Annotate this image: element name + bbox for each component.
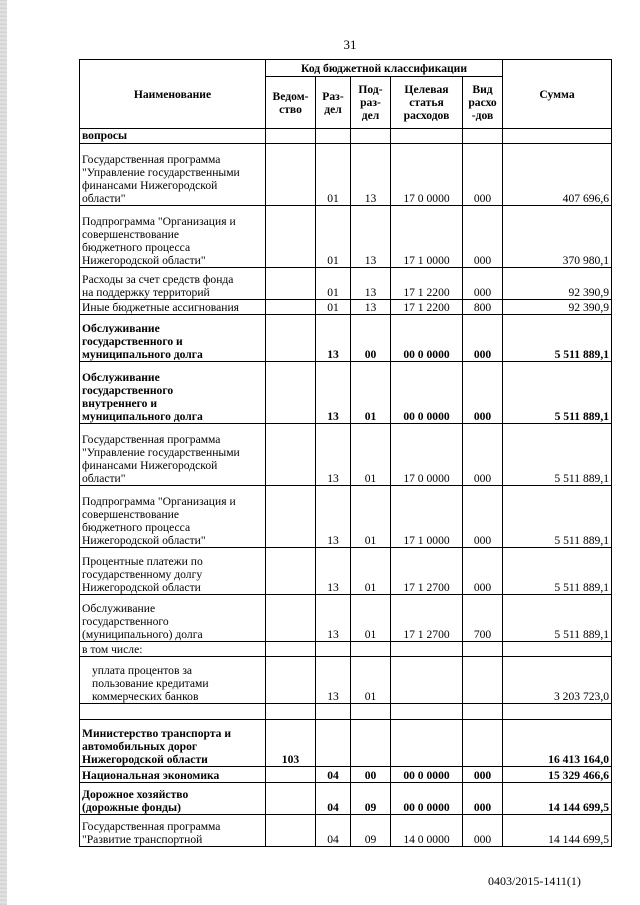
cell-section [316,720,351,767]
cell-target-item: 17 1 2200 [391,300,463,315]
cell-name [80,206,266,268]
cell-department [266,595,316,642]
cell-name-line: государственному долгу [82,568,203,581]
cell-subsection: 13 [351,206,391,268]
cell-name [80,300,266,315]
cell-target-item: 17 1 2700 [391,595,463,642]
cell-department [266,486,316,548]
header-code-group: Код бюджетной классификации [266,60,503,77]
cell-section: 04 [316,767,351,783]
cell-name-line: области" [82,472,126,485]
header-line: дел [361,109,380,122]
header-line: дел [324,102,342,116]
cell-name-line: внутреннего и [82,397,158,410]
cell-name-line: Дорожное хозяйство [82,788,189,801]
header-line: Целевая [404,83,449,96]
cell-target-item [391,720,463,767]
cell-expense-type: 000 [463,767,503,783]
cell-name-line: пользование кредитами [92,677,209,690]
table-row [80,783,612,815]
cell-expense-type [463,720,503,767]
cell-sum [503,642,612,657]
cell-section: 13 [316,486,351,548]
cell-name [80,424,266,486]
cell-name-line: (муниципального) долга [82,628,203,641]
cell-section: 01 [316,300,351,315]
cell-name-line: "Развитие транспортной [82,833,203,846]
table-row [80,767,612,783]
cell-name-line: области" [82,192,126,205]
cell-section: 01 [316,206,351,268]
cell-section: 13 [316,315,351,362]
cell-name [80,129,266,144]
header-line: статья [409,96,444,109]
cell-name-line: на поддержку территорий [82,286,210,299]
cell-name-line: муниципального долга [82,410,203,423]
cell-subsection [351,642,391,657]
cell-name [80,268,266,300]
cell-sum: 5 511 889,1 [503,486,612,548]
cell-target-item: 00 0 0000 [391,362,463,424]
header-expense-type [463,77,503,129]
cell-target-item: 14 0 0000 [391,815,463,847]
cell-name-line: Государственная программа [82,433,221,446]
cell-name-line: Государственная программа [82,820,221,833]
cell-sum: 16 413 164,0 [503,720,612,767]
header-target-item [391,77,463,129]
cell-department: 103 [266,720,316,767]
cell-expense-type: 000 [463,815,503,847]
cell-subsection: 01 [351,424,391,486]
cell-subsection [351,129,391,144]
cell-expense-type: 000 [463,486,503,548]
cell-name [80,704,266,720]
cell-name-line: совершенствование [82,228,179,241]
cell-expense-type: 000 [463,144,503,206]
cell-name-line: Подпрограмма "Организация и [82,495,236,508]
cell-sum: 5 511 889,1 [503,595,612,642]
header-line: Ведом- [272,89,309,103]
cell-sum: 5 511 889,1 [503,424,612,486]
cell-sum [503,704,612,720]
table-row [80,129,612,144]
table-row [80,657,612,704]
cell-target-item: 00 0 0000 [391,783,463,815]
cell-target-item: 00 0 0000 [391,315,463,362]
cell-expense-type: 000 [463,268,503,300]
cell-department [266,657,316,704]
cell-name-line: коммерческих банков [92,690,199,703]
cell-department [266,642,316,657]
cell-subsection: 09 [351,783,391,815]
cell-department [266,129,316,144]
header-line: ство [279,102,302,116]
cell-expense-type [463,704,503,720]
table-row [80,642,612,657]
cell-section: 13 [316,424,351,486]
table-row [80,362,612,424]
table-row [80,424,612,486]
cell-name-line: Расходы за счет средств фонда [82,273,234,286]
cell-name-line: Нижегородской области" [82,534,206,547]
table-row [80,720,612,767]
cell-subsection: 00 [351,315,391,362]
cell-name-line: бюджетного процесса [82,521,191,534]
cell-sum: 5 511 889,1 [503,315,612,362]
cell-subsection [351,704,391,720]
cell-target-item: 17 0 0000 [391,424,463,486]
cell-name-line: Обслуживание [82,602,156,615]
cell-name-line: Нижегородской области" [82,254,206,267]
table-row [80,144,612,206]
cell-name-line: в том числе: [82,643,143,656]
cell-section: 01 [316,144,351,206]
cell-department [266,783,316,815]
cell-name-line: "Управление государственными [82,166,240,179]
cell-expense-type: 700 [463,595,503,642]
cell-subsection: 13 [351,144,391,206]
cell-department [266,315,316,362]
cell-subsection: 13 [351,300,391,315]
table-row [80,315,612,362]
cell-name-line [82,706,263,719]
header-line: Под- [358,83,383,96]
cell-sum: 14 144 699,5 [503,815,612,847]
cell-department [266,144,316,206]
cell-expense-type: 000 [463,362,503,424]
cell-sum: 15 329 466,6 [503,767,612,783]
cell-sum: 92 390,9 [503,300,612,315]
cell-name-line: уплата процентов за [92,664,193,677]
header-line: -дов [471,109,494,122]
footer-document-code: 0403/2015-1411(1) [488,874,581,888]
cell-sum: 5 511 889,1 [503,548,612,595]
cell-subsection: 00 [351,767,391,783]
table-row [80,206,612,268]
cell-name [80,548,266,595]
cell-sum: 407 696,6 [503,144,612,206]
cell-department [266,300,316,315]
cell-department [266,815,316,847]
cell-target-item [391,642,463,657]
header-subsection [351,77,391,129]
cell-name-line: финансами Нижегородской [82,459,218,472]
cell-target-item: 17 1 0000 [391,486,463,548]
cell-department [266,206,316,268]
cell-target-item: 17 1 2200 [391,268,463,300]
table-row [80,548,612,595]
cell-name-line: финансами Нижегородской [82,179,218,192]
cell-section [316,129,351,144]
cell-target-item [391,129,463,144]
cell-name-line: муниципального долга [82,348,203,361]
header-line: Вид [472,83,493,96]
cell-expense-type: 000 [463,424,503,486]
table-row [80,815,612,847]
header-line: расхо [468,96,497,109]
cell-section: 13 [316,657,351,704]
cell-expense-type: 000 [463,783,503,815]
cell-subsection: 01 [351,486,391,548]
header-sum: Сумма [503,60,612,129]
cell-name [80,657,266,704]
cell-subsection: 01 [351,595,391,642]
cell-department [266,704,316,720]
cell-name [80,486,266,548]
cell-section: 04 [316,815,351,847]
cell-expense-type: 800 [463,300,503,315]
table-row [80,300,612,315]
cell-name-line: Обслуживание [82,371,160,384]
cell-department [266,424,316,486]
cell-name-line: автомобильных дорог [82,740,198,753]
cell-name-line: бюджетного процесса [82,241,191,254]
cell-department [266,548,316,595]
cell-name-line: Подпрограмма "Организация и [82,215,236,228]
header-line: Раз- [322,89,344,103]
cell-name-line: государственного и [82,335,183,348]
cell-name-line: совершенствование [82,508,179,521]
cell-section: 13 [316,362,351,424]
page-number: 31 [343,37,357,52]
cell-name [80,642,266,657]
scan-edge [0,0,7,905]
cell-name-line: "Управление государственными [82,446,240,459]
table-row [80,268,612,300]
cell-target-item [391,657,463,704]
cell-sum: 92 390,9 [503,268,612,300]
header-section [316,77,351,129]
cell-subsection: 01 [351,548,391,595]
cell-name-line: Нижегородской области [82,753,208,766]
cell-sum: 370 980,1 [503,206,612,268]
cell-target-item: 17 0 0000 [391,144,463,206]
cell-section: 13 [316,548,351,595]
cell-section [316,642,351,657]
cell-expense-type [463,642,503,657]
table-row [80,704,612,720]
cell-sum [503,129,612,144]
table-row [80,486,612,548]
cell-expense-type: 000 [463,548,503,595]
cell-name-line: (дорожные фонды) [82,801,181,814]
cell-subsection: 09 [351,815,391,847]
cell-name-line: Обслуживание [82,322,160,335]
cell-name [80,595,266,642]
cell-name-line: Процентные платежи по [82,555,203,568]
cell-name-line: Государственная программа [82,153,221,166]
cell-name-line: государственного [82,615,169,628]
cell-section: 01 [316,268,351,300]
header-name: Наименование [80,60,266,129]
cell-section [316,704,351,720]
header-line: раз- [360,96,381,109]
cell-subsection: 01 [351,362,391,424]
cell-subsection: 13 [351,268,391,300]
cell-sum: 14 144 699,5 [503,783,612,815]
cell-target-item [391,704,463,720]
header-line: расходов [403,109,450,122]
cell-name-line: государственного [82,384,174,397]
cell-target-item: 17 1 0000 [391,206,463,268]
cell-target-item: 00 0 0000 [391,767,463,783]
table-body [80,129,612,847]
cell-name-line: Иные бюджетные ассигнования [82,301,239,314]
cell-sum: 3 203 723,0 [503,657,612,704]
cell-department [266,268,316,300]
cell-name [80,783,266,815]
cell-name [80,315,266,362]
cell-subsection: 01 [351,657,391,704]
cell-section: 13 [316,595,351,642]
cell-department [266,767,316,783]
header-department [266,77,316,129]
cell-name-line: Национальная экономика [82,769,220,782]
cell-section: 04 [316,783,351,815]
cell-name-line: Министерство транспорта и [82,727,232,740]
cell-expense-type: 000 [463,206,503,268]
cell-name-line: вопросы [82,129,128,142]
cell-expense-type: 000 [463,315,503,362]
cell-name [80,362,266,424]
cell-expense-type [463,129,503,144]
cell-name-line: Нижегородской области [82,581,201,594]
budget-table [79,59,612,847]
cell-expense-type [463,657,503,704]
cell-name [80,815,266,847]
table-header [80,60,612,129]
cell-name [80,767,266,783]
cell-subsection [351,720,391,767]
cell-department [266,362,316,424]
cell-sum: 5 511 889,1 [503,362,612,424]
cell-name [80,720,266,767]
table-row [80,595,612,642]
cell-target-item: 17 1 2700 [391,548,463,595]
cell-name [80,144,266,206]
